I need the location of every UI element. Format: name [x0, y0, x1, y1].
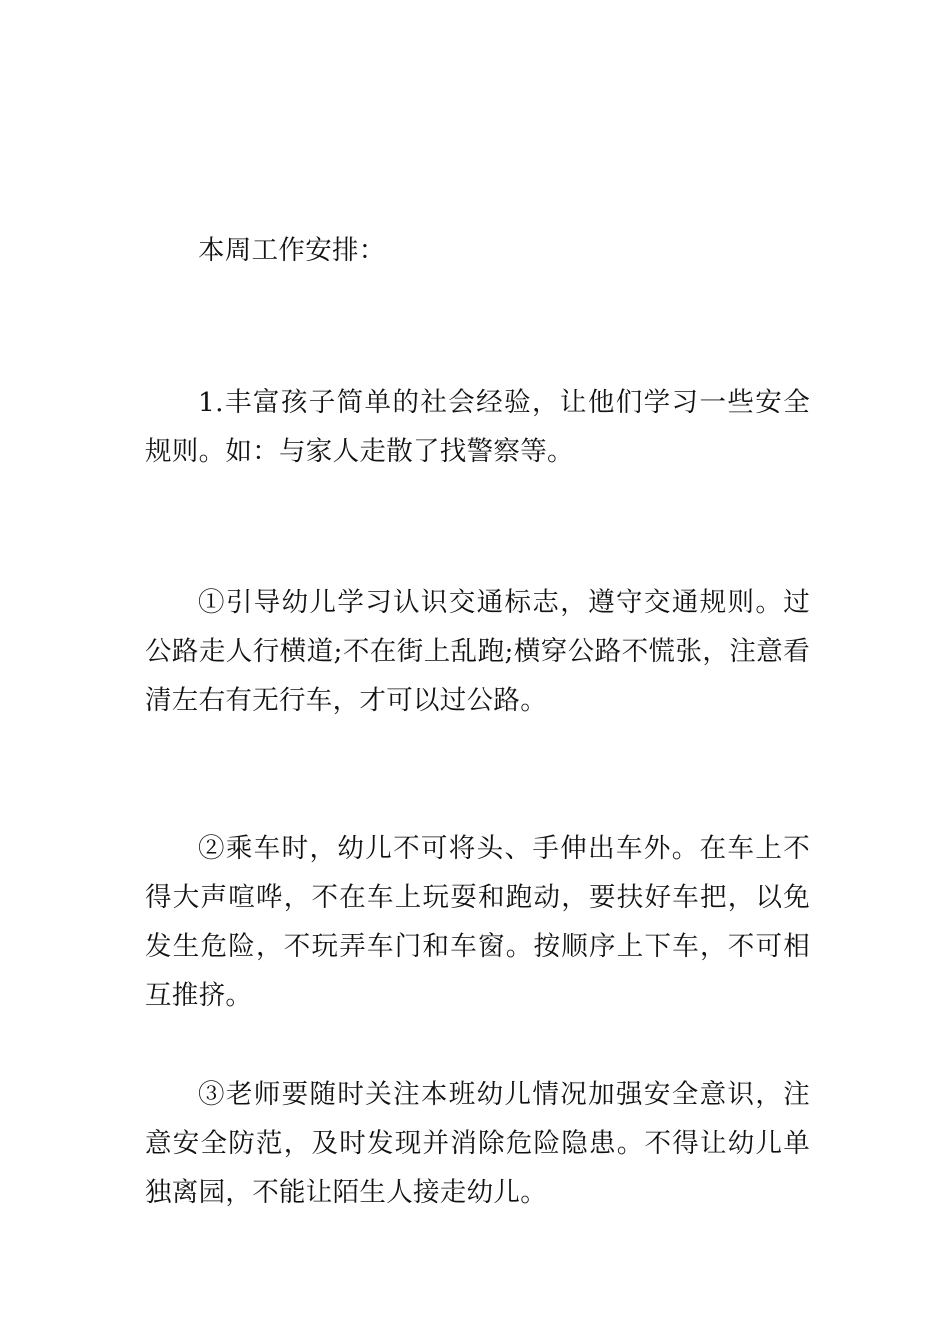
paragraph-riding-safety: ②乘车时，幼儿不可将头、手伸出车外。在车上不得大声喧哗，不在车上玩耍和跑动，要扶好车把，以免发生危险，不玩弄车门和车窗。按顺序上下车，不可相互推挤。 [145, 833, 810, 1011]
paragraph-traffic-rules: ①引导幼儿学习认识交通标志，遵守交通规则。过公路走人行横道;不在街上乱跑;横穿公路不慌张，注意看清左右有无行车，才可以过公路。 [145, 587, 810, 716]
section-heading: 本周工作安排： [198, 235, 386, 266]
paragraph-teacher-duties: ③老师要随时关注本班幼儿情况加强安全意识，注意安全防范，及时发现并消除危险隐患。不得让幼儿单独离园，不能让陌生人接走幼儿。 [145, 1079, 810, 1208]
paragraph-safety-rules: 1.丰富孩子简单的社会经验，让他们学习一些安全规则。如：与家人走散了找警察等。 [145, 387, 810, 467]
